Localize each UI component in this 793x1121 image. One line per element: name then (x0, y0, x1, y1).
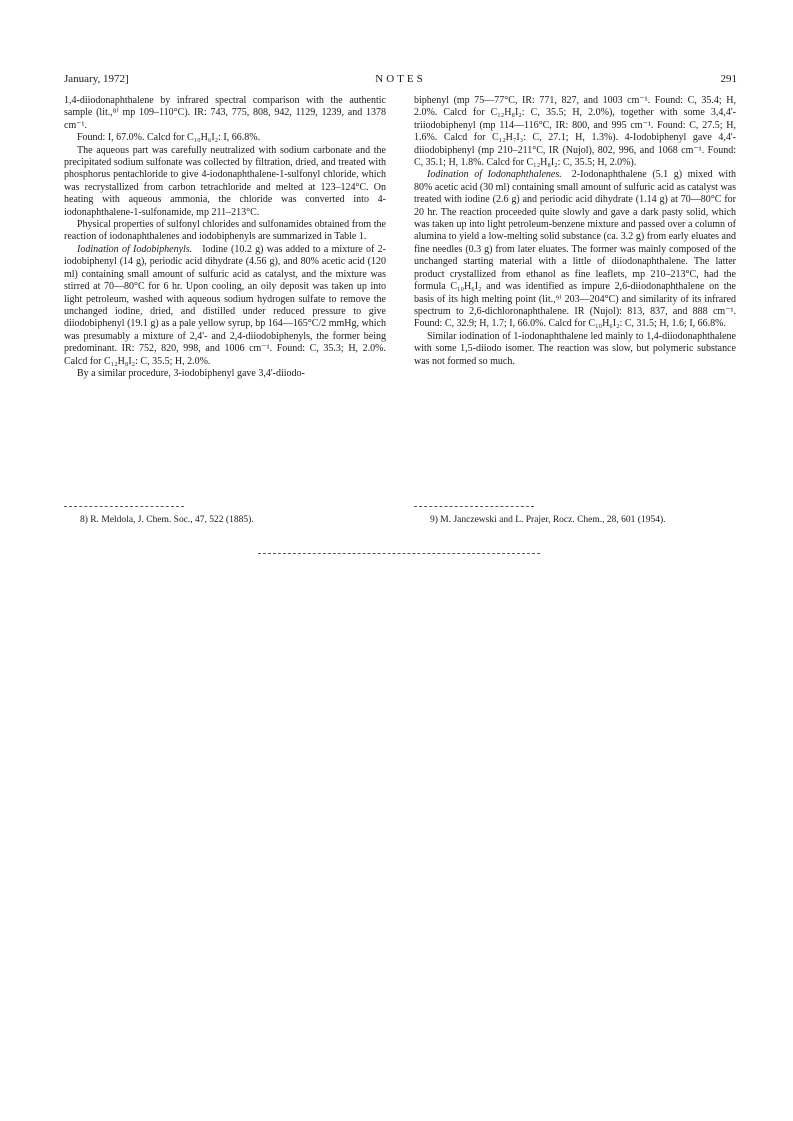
header-section-title: NOTES (375, 73, 426, 85)
footnote-9: 9) M. Janczewski and L. Prajer, Rocz. Chem., 28, 601 (1954). (430, 515, 666, 525)
article-end-rule (258, 553, 540, 554)
footnote-8: 8) R. Meldola, J. Chem. Soc., 47, 522 (1885). (80, 515, 254, 525)
left-paragraph-1: 1,4-diiodonaphthalene by infrared spectral comparison with the authentic sample (lit.,⁸⁾ mp 109–110°C). IR: 743, 775, 808, 942, 1129, 1239, and 1378 cm⁻¹. (64, 95, 386, 131)
right-column (414, 95, 736, 368)
left-paragraph-2: Found: I, 67.0%. Calcd for C₁₀H₆I₂: I, 66.8%. (77, 132, 261, 144)
right-paragraph-2 (414, 169, 736, 330)
footnote-divider-left (64, 506, 184, 507)
footnote-divider-right (414, 506, 534, 507)
left-paragraph-4: Physical properties of sulfonyl chlorides and sulfonamides obtained from the reaction of iodonaphthalenes and iodobiphenyls are summarized in Table 1. (64, 219, 386, 243)
header-date: January, 1972] (64, 73, 129, 85)
section-heading-iodobiphenyls: Iodination of Iodobiphenyls. (77, 243, 193, 255)
right-paragraph-3: Similar iodination of 1-iodonaphthalene led mainly to 1,4-diiodonaphthalene with some 1,5-diiodo isomer. The reaction was slow, but polymeric substance was not formed so much. (414, 330, 736, 367)
right-paragraph-2-body: 2-Iodonaphthalene (5.1 g) mixed with 80% acetic acid (30 ml) containing small amount of sulfuric acid as catalyst was treated with iodine (2.6 g) and periodic acid dihydrate (1.14 g) at 70—80°C for 20 hr. The reaction proceeded quite slowly and gave a dark pasty solid, which was taken up into light petroleum-benzene mixture and passed over a column of alumina to yield a low-melting solid substance (ca. 3.2 g) from early eluates and fine needles (0.3 g) from later eluates. The former was mainly composed of the unchanged starting material with a little of diiodonaphthalene. The latter product crystallized from ethanol as fine leaflets, mp 210–213°C, had the formula C₁₀H₆I₂ and was identified as impure 2,6-diiodonaphthalene on the basis of its high melting point (lit.,⁹⁾ 203—204°C) and similarity of its infrared spectrum to 2,6-dichloronaphthalene. IR (Nujol): 813, 837, and 888 cm⁻¹. Found: C, 32.9; H, 1.7; I, 66.0%. Calcd for C₁₀H₆I₂: C, 31.5; H, 1.6; I, 66.8%. (414, 169, 736, 330)
left-paragraph-3: The aqueous part was carefully neutralized with sodium carbonate and the precipitated sodium sulfonate was collected by filtration, dried, and treated with phosphorus pentachloride to give 4-iodonaphthalene-1-sulfonyl chloride, which was recrystallized from carbon tetrachloride and melted at 123–124°C. On heating with aqueous ammonia, the chloride was converted into 4-iodonaphthalene-1-sulfonamide, mp 211–213°C. (64, 144, 386, 218)
left-paragraph-6: By a similar procedure, 3-iodobiphenyl gave 3,4'-diiodo- (77, 367, 305, 379)
left-column (64, 95, 386, 380)
section-heading-iodonaphthalenes: Iodination of Iodonaphthalenes. (427, 169, 562, 181)
right-paragraph-1: biphenyl (mp 75—77°C, IR: 771, 827, and 1003 cm⁻¹. Found: C, 35.4; H, 2.0%. Calcd for C₁₂H₈I₂: C, 35.5; H, 2.0%), together with some 3,4,4'-triiodobiphenyl (mp 114—116°C, IR: 800, and 995 cm⁻¹. Found: C, 27.5; H, 1.6%. Calcd for C₁₂H₇I₃: C, 27.1; H, 1.3%). 4-Iodobiphenyl gave 4,4'-diiodobiphenyl (mp 210–211°C, IR (Nujol), 802, 996, and 1068 cm⁻¹. Found: C, 35.1; H, 1.8%. Calcd for C₁₂H₈I₂: C, 35.5; H, 2.0%). (414, 95, 736, 169)
left-paragraph-5-body: Iodine (10.2 g) was added to a mixture of 2-iodobiphenyl (14 g), periodic acid dihydrate (4.56 g), and 80% acetic acid (120 ml) containing small amount of sulfuric acid as catalyst, and the mixture was stirred at 70—80°C for 6 hr. Upon cooling, an oily deposit was taken up into light petroleum, washed with aqueous sodium hydrogen sulfate to remove the unchanged iodine, dried, and distilled under reduced pressure to give diiodobiphenyl (19.1 g) as a pale yellow syrup, bp 164—165°C/2 mmHg, which was presumably a mixture of 2,4'- and 2,4-diiodobiphenyls, the former being predominant. IR: 752, 820, 998, and 1006 cm⁻¹. Found: C, 35.3; H, 2.0%. Calcd for C₁₂H₈I₂: C, 35.5; H, 2.0%. (64, 243, 386, 367)
page-header (64, 71, 737, 87)
page-number: 291 (720, 73, 737, 85)
left-paragraph-5 (64, 244, 386, 368)
